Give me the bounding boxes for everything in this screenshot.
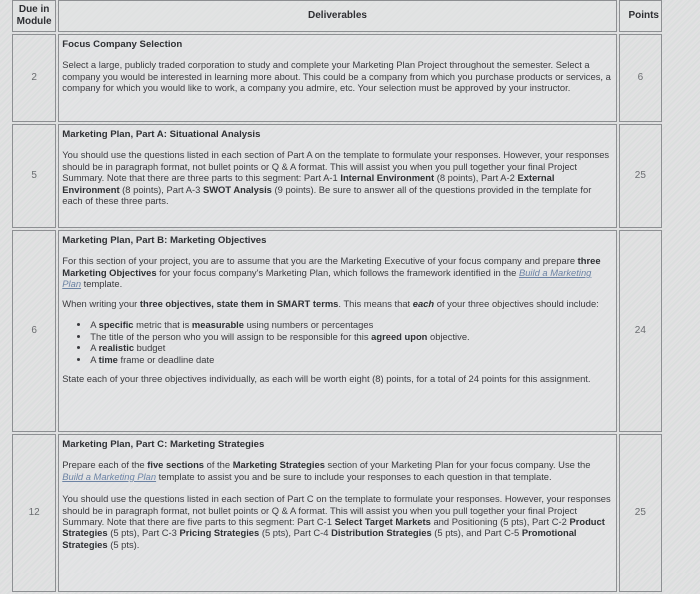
text: (9 points). Be sure to answer all of the questions provided in the template for each of these three parts. [62, 183, 592, 207]
deliverable-title: Marketing Plan, Part A: Situational Analysis [62, 129, 261, 140]
emphasis-internal-environment: Internal Environment [340, 172, 435, 184]
text: A [90, 353, 99, 365]
text: for your focus company's Marketing Plan, which follows the framework identified in the [156, 266, 519, 278]
emphasis: three Marketing Objectives [62, 255, 601, 278]
deliverable-cell [58, 34, 616, 122]
module-cell: 6 [12, 230, 56, 432]
deliverable-description [62, 459, 612, 482]
header-deliverables: Deliverables [58, 0, 616, 32]
text: and Positioning (5 pts), Part C-2 [430, 516, 570, 528]
emphasis: time [98, 353, 118, 365]
emphasis: Select Target Markets [334, 516, 431, 528]
list-item [90, 354, 612, 366]
header-points: Points [619, 0, 662, 32]
emphasis-each: each [412, 297, 435, 309]
text: (5 pts), Part C-4 [259, 527, 332, 539]
text: When writing your [62, 297, 140, 309]
deliverable-cell [58, 230, 616, 432]
table-row [12, 124, 662, 228]
points-cell: 25 [619, 124, 662, 228]
part-c-instructions [62, 493, 612, 550]
text: section of your Marketing Plan for your focus company. Use the [324, 459, 591, 471]
text: (5 pts), Part C-3 [107, 527, 180, 539]
text: A [90, 319, 99, 331]
emphasis: Marketing Strategies [232, 459, 325, 471]
table-header-row [12, 0, 662, 32]
build-a-marketing-plan-link[interactable]: Build a Marketing Plan [62, 266, 592, 290]
text: objective. [427, 330, 470, 342]
text: using numbers or percentages [244, 319, 374, 331]
text: frame or deadline date [117, 353, 215, 365]
deliverable-cell [58, 434, 616, 592]
text: A [90, 342, 99, 354]
deliverable-title: Marketing Plan, Part B: Marketing Objectives [62, 235, 267, 246]
module-cell: 2 [12, 34, 56, 122]
deliverable-title: Focus Company Selection [62, 39, 183, 50]
list-item [90, 331, 612, 343]
text: Prepare each of the [62, 459, 148, 471]
deliverables-table [10, 0, 664, 594]
points-cell: 6 [619, 34, 662, 122]
table-row [12, 34, 662, 122]
emphasis: measurable [191, 319, 245, 331]
text: template. [81, 278, 123, 290]
text: metric that is [133, 319, 192, 331]
deliverable-description: Select a large, publicly traded corporation to study and complete your Marketing Plan Project throughout the semester. Select a company you would be interested in learning more about. This could be a company from which you purchase products or services, a company for which you would like to work, a company you admire, etc. Your selection must be approved by your instructor. [62, 59, 611, 94]
emphasis: three objectives, state them in SMART terms [139, 297, 339, 309]
text: (8 points), Part A-3 [119, 183, 203, 195]
header-module-line1: Due in [18, 4, 50, 15]
deliverable-description [62, 149, 612, 206]
text: template to assist you and be sure to include your responses to each question in that template. [156, 470, 552, 482]
deliverable-description [62, 255, 612, 289]
emphasis: agreed upon [371, 330, 428, 342]
deliverables-table-container [10, 0, 664, 594]
header-module-line2: Module [16, 16, 52, 27]
text: of the [204, 459, 233, 471]
emphasis-swot-analysis: SWOT Analysis [202, 183, 272, 195]
emphasis: five sections [147, 459, 205, 471]
emphasis: realistic [98, 342, 135, 354]
module-cell: 12 [12, 434, 56, 592]
points-cell: 25 [619, 434, 662, 592]
emphasis: Distribution Strategies [331, 527, 432, 539]
text: . This means that [338, 297, 413, 309]
emphasis: Pricing Strategies [179, 527, 260, 539]
emphasis: Promotional Strategies [62, 527, 577, 550]
text: of your three objectives should include: [434, 297, 599, 309]
deliverable-cell [58, 124, 616, 228]
emphasis: specific [98, 319, 134, 331]
smart-instructions [62, 298, 612, 309]
build-a-marketing-plan-link[interactable]: Build a Marketing Plan [62, 470, 157, 482]
text: (5 pts), and Part C-5 [431, 527, 522, 539]
text: (5 pts). [107, 538, 140, 550]
table-row [12, 230, 662, 432]
emphasis: Product Strategies [62, 516, 605, 539]
text: You should use the questions listed in each section of Part C on the template to formulate your responses. However, your responses should be in paragraph format, not bullet points or Q & A format. This will assist you when you pull together your final Project Summary. Note that there are five parts to this segment: Part C-1 [62, 493, 611, 528]
points-note: State each of your three objectives individually, as each will be worth eight (8) points, for a total of 24 points for this assignment. [62, 373, 591, 385]
list-item [90, 342, 612, 354]
list-item [90, 319, 612, 331]
text: You should use the questions listed in each section of Part A on the template to formulate your responses. However, your responses should be in paragraph format, not bullet points or Q & A format. This will assist you when you pull together your final Project Summary. Note that there are three parts to this segment: Part A-1 [62, 149, 610, 184]
emphasis-external-environment: External Environment [62, 172, 555, 195]
text: (8 points), Part A-2 [434, 172, 518, 184]
text: The title of the person who you will assign to be responsible for this [90, 330, 372, 342]
header-due-in-module [12, 0, 56, 32]
table-row [12, 434, 662, 592]
points-cell: 24 [619, 230, 662, 432]
text: For this section of your project, you are to assume that you are the Marketing Executive of your focus company and prepare [62, 255, 578, 267]
deliverable-title: Marketing Plan, Part C: Marketing Strategies [62, 439, 265, 450]
module-cell: 5 [12, 124, 56, 228]
text: budget [134, 342, 166, 354]
smart-criteria-list [62, 319, 612, 365]
